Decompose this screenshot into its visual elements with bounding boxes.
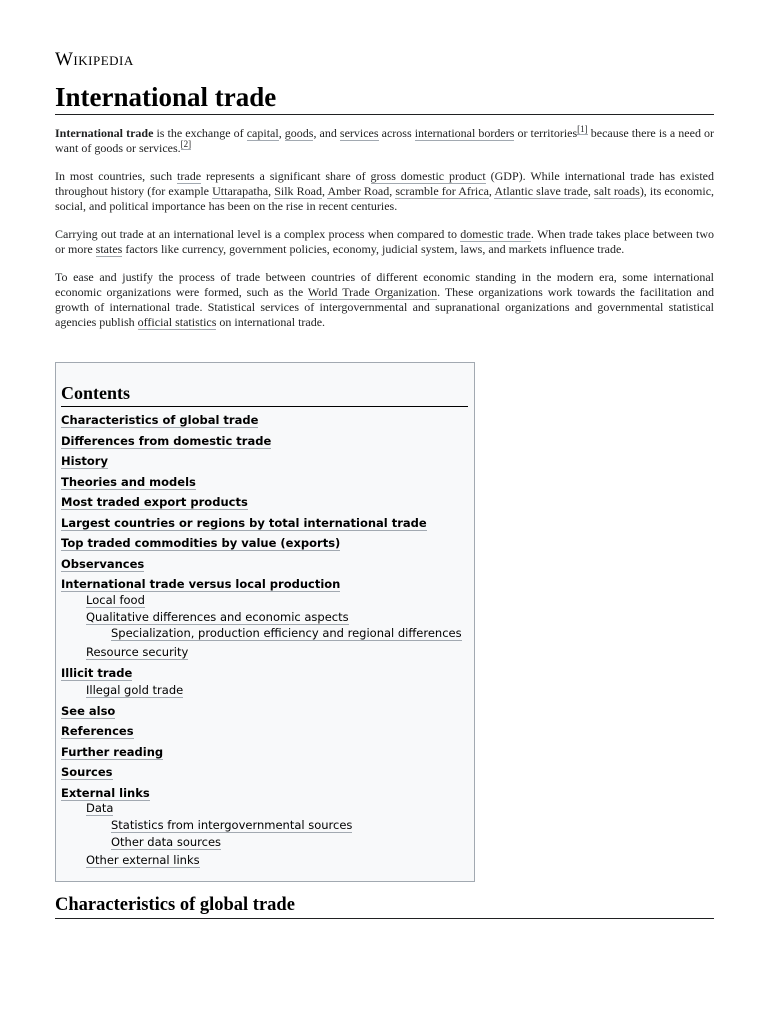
toc-item-theories[interactable]: Theories and models: [61, 475, 196, 489]
toc-item-references[interactable]: References: [61, 724, 134, 738]
link-atlantic-slave-trade[interactable]: Atlantic slave trade: [494, 184, 588, 198]
intro-paragraph-2: In most countries, such trade represents a significant share of gross domestic product (GDP). While international trade has existed throughout history (for example Uttarapatha, Silk Road, Amber Road, scramble for Africa, Atlantic slave trade, salt roads), its economic, social, and political importance has been on the rise in recent centuries.: [55, 169, 715, 213]
link-silk-road[interactable]: Silk Road: [274, 184, 322, 198]
toc-item-further-reading[interactable]: Further reading: [61, 745, 164, 759]
toc-title: Contents: [61, 383, 468, 407]
toc-item-most-traded[interactable]: Most traded export products: [61, 495, 248, 509]
link-services[interactable]: services: [339, 126, 379, 140]
toc-item-differences[interactable]: Differences from domestic trade: [61, 434, 272, 448]
toc-item-local-food[interactable]: Local food: [86, 593, 145, 607]
link-salt-roads[interactable]: salt roads: [594, 184, 640, 198]
toc-item-illegal-gold[interactable]: Illegal gold trade: [86, 683, 184, 697]
intro-paragraph-4: To ease and justify the process of trade between countries of different economic standing in the modern era, some international economic organizations were formed, such as the World Trade Organization. These organizations work towards the facilitation and growth of international trade. Statistical services of intergovernmental and supranational organizations and governmental statistical agencies publish official statistics on international trade.: [55, 270, 714, 329]
link-trade[interactable]: trade: [177, 169, 202, 183]
intro-paragraph-1: International trade is the exchange of capital, goods, and services across international borders or territories[1] because there is a need or want of goods or services.[2]: [55, 124, 715, 155]
toc-item-versus-local[interactable]: International trade versus local production: [61, 577, 341, 591]
toc-item-data[interactable]: Data: [86, 801, 114, 815]
reference-1[interactable]: [1]: [577, 124, 588, 134]
toc-item-intergovernmental-sources[interactable]: Statistics from intergovernmental sources: [111, 818, 353, 832]
reference-2[interactable]: [2]: [180, 139, 192, 149]
toc-item-other-external-links[interactable]: Other external links: [86, 853, 200, 867]
section-heading: Characteristics of global trade: [55, 895, 714, 919]
article-body: [55, 126, 714, 343]
link-gdp[interactable]: gross domestic product: [370, 169, 486, 183]
toc-item-sources[interactable]: Sources: [61, 765, 113, 779]
link-scramble-for-africa[interactable]: scramble for Africa: [395, 184, 489, 198]
link-domestic-trade[interactable]: domestic trade: [460, 227, 531, 241]
toc-item-external-links[interactable]: External links: [61, 786, 150, 800]
link-states[interactable]: states: [95, 242, 123, 256]
title-divider: [55, 114, 714, 115]
toc-item-largest-countries[interactable]: Largest countries or regions by total international trade: [61, 516, 427, 530]
page-title: International trade: [55, 82, 277, 112]
link-uttarapatha[interactable]: Uttarapatha: [212, 184, 269, 198]
toc-item-specialization[interactable]: Specialization, production efficiency and regional differences: [111, 626, 462, 640]
toc-item-top-commodities[interactable]: Top traded commodities by value (exports): [61, 536, 341, 550]
link-goods[interactable]: goods: [284, 126, 314, 140]
link-international-borders[interactable]: international borders: [414, 126, 515, 140]
wikipedia-wordmark[interactable]: Wikipedia: [55, 49, 134, 70]
link-world-trade-organization[interactable]: World Trade Organization: [307, 285, 438, 299]
toc-item-observances[interactable]: Observances: [61, 557, 145, 571]
intro-paragraph-3: Carrying out trade at an international level is a complex process when compared to domestic trade. When trade takes place between two or more states factors like currency, government policies, economy, judicial system, laws, and markets influence trade.: [55, 227, 715, 256]
link-official-statistics[interactable]: official statistics: [137, 315, 217, 329]
toc-item-other-data-sources[interactable]: Other data sources: [111, 835, 222, 849]
table-of-contents: [55, 362, 475, 882]
link-capital[interactable]: capital: [246, 126, 279, 140]
toc-item-illicit[interactable]: Illicit trade: [61, 666, 133, 680]
toc-item-qualitative[interactable]: Qualitative differences and economic aspects: [86, 610, 349, 624]
toc-item-history[interactable]: History: [61, 454, 108, 468]
lead-term: International trade: [55, 126, 154, 140]
link-amber-road[interactable]: Amber Road: [327, 184, 390, 198]
toc-item-resource-security[interactable]: Resource security: [86, 645, 189, 659]
toc-item-characteristics[interactable]: Characteristics of global trade: [61, 413, 259, 427]
toc-item-see-also[interactable]: See also: [61, 704, 116, 718]
